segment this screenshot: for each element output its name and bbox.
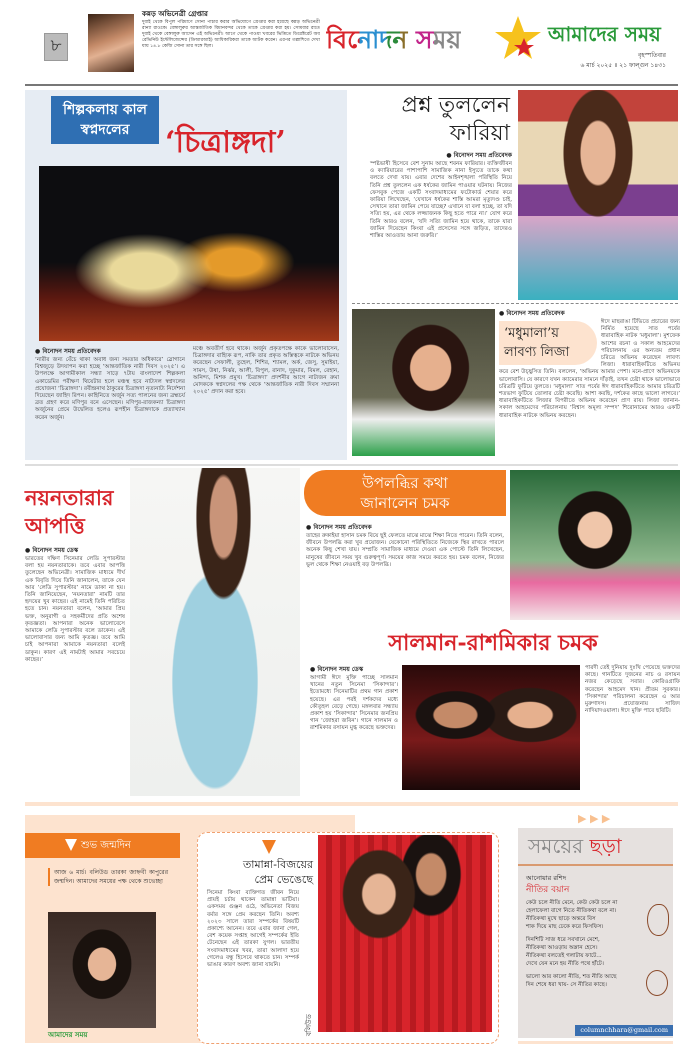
story-body-col2: মঞ্চে অবতীর্ণ হবে থাকে। অর্জুন প্রকৃতপক্ষে কাকে ভালোবাসেন, চিত্রাঙ্গদার বাহ্যিক রূপ, নাকি তার প্রকৃত অস্তিত্বকে নাটকে অভিনয় করেছেন সেফালী, তুহেল, শিশির, শ্যামল, অর্ক, জেসু, সুমাইয়া, সামস, উষা, নির্ঝর, আলী, বিপুল, রানাদ, দুকুমার, বিমল, রেহান, অনিন্দ্য, মিশক প্রমুখ। ‘চিত্রাঙ্গদা’ প্রদর্শনীর আগে নাট্যজন রুমা মোদককে স্বপ্নদলের পক্ষ থেকে ‘আন্তর্জাতিক নারী দিবস সম্মাননা ২০২৫’ প্রদান করা হবে।: [193, 346, 339, 396]
story-headline-salman: সালমান-রাশমিকার চমক: [388, 630, 598, 656]
headline-line: প্রেম ভেঙেছে: [254, 873, 313, 886]
rhyme-column-title: [518, 828, 673, 866]
rhyme-title: নীতির বয়ান: [526, 885, 570, 895]
story-headline-tamannaah: [203, 857, 313, 887]
story-byline: ● বিনোদন সময় প্রতিবেদক: [35, 348, 101, 355]
rhyme-stanza: ভালো আর কালো নীতি, শত নীতি আছে দিন শেষে ধরা খায়- সে নীতির কাছে।: [526, 974, 617, 988]
rhyme-author: আনোয়ার রশিদ: [526, 874, 567, 882]
birthday-text: আজ ৬ মার্চ। বলিউড তারকা জাহ্নবী কাপুরের জন্মদিন। আমাদের সময়ের পক্ষ থেকে শুভেচ্ছা: [48, 868, 168, 886]
star-icon: [494, 14, 542, 62]
salman-rashmika-photo: [402, 665, 580, 790]
triangle-down-icon: [65, 839, 77, 851]
headline-line: নয়নতারার: [25, 485, 114, 510]
triangle-down-icon: [262, 840, 276, 854]
section-rule: [518, 1041, 673, 1044]
birthday-label-text: শুভ জন্মদিন: [81, 840, 131, 851]
headline-line: লাবণ্য লিজা: [504, 345, 570, 360]
story-headline-faria: [360, 92, 510, 148]
tamannaah-vijay-photo: [318, 835, 492, 1032]
birthday-label: [25, 833, 180, 858]
headline-line: প্রশ্ন তুললেন: [401, 93, 510, 118]
section-rule: [25, 802, 678, 806]
teaser-photo: [88, 14, 134, 72]
section-rule: [25, 464, 678, 466]
story-body: সিনেমা কিংবা ব্যক্তিগত জীবন নিয়ে প্রায়ই চর্চায় থাকেন তামান্না ভাটিয়া। একসময় গুঞ্জন ওঠে, অভিনেতা বিজয় বর্মার সঙ্গে প্রেম করছেন তিনি। অবশ্য ২০২৩ সালে তারা সম্পর্কের বিষয়টি প্রকাশ্যে আনেন। তবে এবার জানা গেল, বেশ কয়েক সপ্তাহ আগেই সম্পর্কের ইতি টেনেছেন এই তারকা যুগল। ভারতীয় সংবাদমাধ্যমের খবর, তারা আলাদা হয়ে গেলেও বন্ধু হিসেবে থাকতে চান। সম্পর্ক ভাঙার কারণ অবশ্য জানা যায়নি।: [207, 890, 299, 969]
section-logo: বিনোদন সময়: [326, 22, 461, 58]
story-body-col1: আগামী ঈদে মুক্তি পাচ্ছে সালমান খানের নতুন সিনেমা ‘সিকান্দার’। ইতোমধ্যে সিনেমাটির প্রথম গান প্রকাশ হয়েছে। এর পরই দর্শকদের মধ্যে কৌতূহল বেড়ে গেছে। মঙ্গলবার সন্ধ্যায় প্রকাশ হয় ‘সিকান্দার’ সিনেমার জনপ্রিয় গান ‘জোহরা জবিন’। গানে সালমান ও রাশমিকার রসায়ন মুগ্ধ করেছে ভক্তদের।: [310, 675, 398, 732]
story-body-col1: ‘নারীর জন্য বেঁচে থাকা অবাধ জন্য সমতার অধিকারে’ স্লোগানে বিশ্বজুড়ে উদযাপন করা হচ্ছে ‘আন্তর্জাতিক নারী দিবস ২০২৫’। এ উপলক্ষে আগামীকাল সন্ধ্যা সাড়ে ৭টায় বাংলাদেশ শিল্পকলা একাডেমির পরীক্ষণ থিয়েটার হলে মঞ্চস্থ হবে নাট্যদল স্বপ্নদলের প্রযোজনা ‘চিত্রাঙ্গদা’। রবীন্দ্রনাথ ঠাকুরের চিত্রাঙ্গদা নৃত্যনাট্য নির্দেশনা দিয়েছেন জাহিদ রিপন। কাহিনিতে অর্জুন সত্য পালনের জন্য ব্রহ্মচর্য ব্রত গ্রহণ করে মণিপুর বনে এসেছেন। মণিপুর-রাজকন্যা চিত্রাঙ্গদা অর্জুনের প্রেমে উদ্বেলিত হলেও রূপহীন চিত্রাঙ্গদাকে প্রত্যাখ্যান করেন অর্জুন।: [35, 357, 185, 421]
story-body: ভারতের দক্ষিণ সিনেমার লেডি সুপারস্টার বলা হয় নয়নতারাকে। তবে এবার আপত্তি তুলেছেন অভিনেত্রী। সামাজিক মাধ্যমে দীর্ঘ এক বিবৃতি দিয়ে তিনি জানালেন, তাকে যেন আর ‘লেডি সুপারস্টার’ নামে ডাকা না হয়। তিনি জানিয়েছেন, ‘নয়নতারা’ নামটি তার হৃদয়ের খুব কাছের। এই নামেই তিনি পরিচিত হতে চান। নয়নতারা বলেন, ‘আমার প্রিয় ভক্ত, অনুরাগী ও সহকর্মীদের প্রতি অশেষ কৃতজ্ঞতা। আপনারা অনেক ভালোবেসে আমাকে লেডি সুপারস্টার বলে ডাকেন। এই ভালোবাসার জন্য আমি কৃতজ্ঞ। তবে আমি চাই আপনারা আমাকে নয়নতারা বলেই ডাকুন। কারণ এই নামটাই আমার সবচেয়ে কাছের।’: [25, 556, 125, 663]
footer-logo: আমাদের সময়: [48, 1031, 88, 1039]
paper-logo: আমাদের সময়: [548, 22, 661, 46]
story-body: ঈদে মাছরাঙা টিভিতে প্রচারের জন্য নির্মিত হয়েছে সাত পর্বের ধারাবাহিক নাটক ‘মধুমালা’। মুশফেক আশের রচনা ও সকাল আহমেদের পরিচালনায় এর অন্যতম প্রধান চরিত্রে অভিনয় করেছেন লাবণ্য লিজা। ধারাবাহিকটিতে অভিনয় করে বেশ উচ্ছ্বসিত তিনি। বললেন, ‘অভিনয় আমার পেশা। মনে-প্রাণে অভিনয়কে ভালোবাসি। যে কারণে যখন ক্যামেরার সামনে দাঁড়াই, তখন চেষ্টা থাকে ভালোভাবে চরিত্রটি ফুটিয়ে তুলতে। ‘মধুমালা’ সাত পর্বের ঈদ ধারাবাহিকটিতে আমার চরিত্রটি শতভাগ ফুটিয়ে তোলার চেষ্টা করেছি। আশা করছি, দর্শকের কাছে ভালো লাগবে।’ ধারাবাহিকটিতে লিজার বিপরীতে অভিনয় করেছেন প্রাণ রায়। লিজা জানান- সকাল আহমেদের পরিচালনায় ‘বিশ্বাস অমূল্য সম্পদ’ শিরোনামের আরও একটি ধারাবাহিক নাটকে অভিনয় করছেন।: [499, 319, 680, 419]
headline-line: ‘মধুমালা’য়: [504, 326, 559, 341]
story-byline: ● বিনোদন সময় প্রতিবেদক: [306, 524, 372, 531]
date: ৬ মার্চ ২০২৫ ॥ ২১ ফাল্গুন ১৪৩১: [580, 62, 666, 69]
day: বৃহস্পতিবার: [638, 52, 666, 59]
chamak-photo: [510, 470, 680, 620]
story-kicker: শিল্পকলায় কাল স্বপ্নদলের: [51, 96, 159, 144]
headline-line: তামান্না-বিজয়ের: [243, 858, 313, 871]
story-headline: ‘চিত্রাঙ্গদা’: [165, 125, 286, 160]
janhvi-photo: [48, 912, 156, 1028]
story-byline: ● বিনোদন সময় প্রতিবেদক: [446, 152, 512, 159]
story-byline: ● বিনোদন সময় প্রতিবেদক: [499, 310, 565, 317]
story-chitrangada: [25, 90, 347, 460]
faria-photo: [518, 90, 678, 300]
dashed-divider: [352, 303, 678, 304]
headline-line: জানালেন চমক: [360, 494, 450, 512]
story-body: তাহের রুকাইয়া হাসান চমক বিয়ে ছুই ফেলতে মাঝে মাঝে শিক্ষা নিতে পারেন। তিনি বলেন, জীবনে উপলব্ধি করা খুব প্রয়োজন। যেকোনো পরিস্থিতিতে নিজেকে স্থির রাখতে পারলে অনেক কিছু শেখা যায়। সম্প্রতি সামাজিক মাধ্যমে দেওয়া এক পোস্টে তিনি লিখেছেন, মানুষের জীবনে সময় খুব গুরুত্বপূর্ণ। সময়ের কাজ সময়ে করতে হয়। চমক বলেন, নিজের ভুল থেকে শিক্ষা নেওয়াই বড় উপলব্ধি।: [306, 533, 504, 568]
rhyme-stanza: দিনশিটি সাজ ধরে সবখানে মেশে, নীতিকথা আওড়ায় অম্লান হেসে। নীতিকথা বলতেই গলাটায় ফাটে... দেখে যেন মনে হয় নীতি পথে হাঁটে।: [526, 937, 604, 967]
column-title-part: সময়ের: [528, 834, 584, 858]
teaser-text: দুবাই থেকে বিপুল পরিমাণে সোনা পাচার করার অভিযোগে গ্রেপ্তার করা হয়েছে কন্নড় অভিনেত্রী রান্যা রাওকে। বেঙ্গালুরুর আন্তর্জাতিক বিমানবন্দর থেকে তাকে গ্রেপ্তার করা হয়। সোমবার রাতে দুবাই থেকে বেঙ্গালুরু আসেন এই অভিনেত্রী। আগে থেকে পাওয়া খবরের ভিত্তিতে ডিরেক্টরেট অব রেভিনিউ ইন্টেলিজেন্সের (ডিআরআই) আধিকারিকরা তাকে আটক করেন। এরপর তল্লাশিতে দেখা যায় ১৪.৮ কেজি সোনা তার সঙ্গে ছিল।: [142, 20, 320, 49]
headline-line: ফারিয়া: [449, 121, 510, 146]
side-label: বলিউড: [305, 1014, 313, 1036]
story-headline-chamak: [304, 470, 506, 516]
rhyme-stanza: কেউ চলে নীতি মেনে, কেউ কেউ চলে না হেলাফেলা বাগে নিতে নীতিকথা বলে না। নীতিকথা মুখে ছাড়ে অন্তরে বিস শাক দিয়ে মাছ ঢেকে করে ফিসফিস।: [526, 900, 618, 930]
story-body: স্পষ্টভাষী হিসেবে বেশ সুনাম আছে শবনম ফারিয়ার। ব্যক্তিজীবন ও ক্যারিয়ারের পাশাপাশি সামাজিক নানা ইস্যুতে তাকে কথা বলতে দেখা যায়। এবার দেশের আইনশৃঙ্খলা পরিস্থিতি নিয়ে তিনি প্রশ্ন তুললেন এক ধর্ষকের জামিন পাওয়ার ঘটনায়। নিজের ফেসবুক পেজে একটি সংবাদমাধ্যমের ফটোকার্ড শেয়ার করে ফারিয়া লিখেছেন, ‘যেখানে ধর্ষকের শাস্তি আমরা মৃত্যুদণ্ড চাই, সেখানে তারা জামিন পেয়ে যাচ্ছে? এখানে যা বলা হচ্ছে, তা যদি সত্যি হয়, এর থেকে লজ্জাজনক কিছু হতে পারে না।’ যোগ করে তিনি আরও বলেন, ‘যদি সত্যি জামিন হয়ে থাকে, তাকে যারা জামিন দিয়েছেন কিংবা এই প্রসেসের সঙ্গে জড়িত, তাদেরও শাস্তির আওতায় আনা জরুরি।’: [370, 161, 512, 240]
rhyme-email: columnchhara@gmail.com: [575, 1025, 673, 1036]
story-body-col2: পারদী তেই দুনিয়ায় দুঃখি পেয়েছে ভক্তদের কাছে। গানটিতে দুজনের নাচ ও রসায়ন নজর কেড়েছে সবার। কোরিওগ্রাফি করেছেন আহমেদ খান। প্রীতম সুরকার। ‘সিকান্দার’ পরিচালনা করেছেন এ আর মুরুগাদস। প্রযোজনায় সাজিদ নাদিয়াদওয়ালা। ঈদে মুক্তি পাবে ছবিটি।: [585, 665, 680, 715]
nayanthara-photo: [130, 468, 300, 796]
rhyme-panel: [518, 828, 673, 1038]
cartoon-bird-icon: [646, 970, 668, 996]
header-rule: [25, 84, 678, 86]
page-number-box: ৮: [44, 33, 68, 61]
cartoon-face-icon: [647, 904, 669, 936]
headline-line: আপত্তি: [25, 513, 85, 538]
liza-photo: [352, 309, 495, 456]
story-byline: ● বিনোদন সময় ডেস্ক: [25, 547, 79, 554]
chitrangada-photo: [39, 166, 339, 341]
column-title-part: ছড়া: [589, 834, 622, 858]
arrow-icons: ▶ ▶ ▶: [578, 812, 611, 825]
teaser-title: কন্নড় অভিনেত্রী গ্রেপ্তার: [142, 10, 208, 18]
story-headline-nayanthara: [25, 484, 113, 540]
headline-line: উপলব্ধির কথা: [362, 474, 448, 492]
story-byline: ● বিনোদন সময় ডেস্ক: [310, 666, 364, 673]
story-headline-liza: [499, 321, 597, 365]
